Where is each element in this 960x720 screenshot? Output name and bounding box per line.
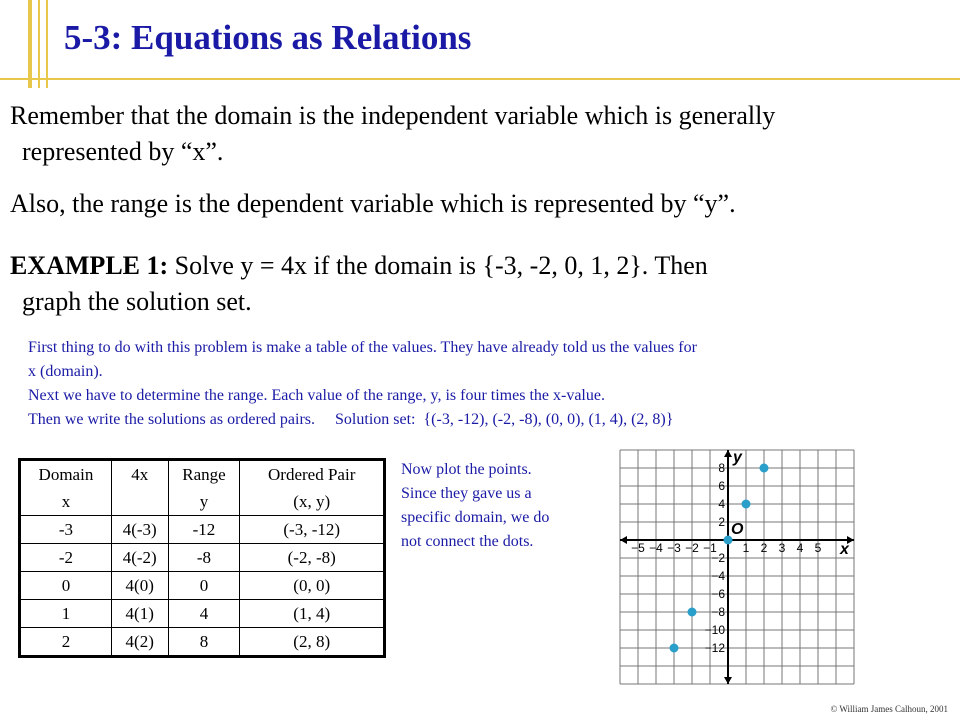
y-tick-label: −2 <box>711 551 725 565</box>
data-point <box>760 464 769 473</box>
table-cell: 8 <box>168 628 240 657</box>
table-cell: 4(-3) <box>111 516 168 544</box>
example-label: EXAMPLE 1: <box>10 251 169 280</box>
x-tick-label: −2 <box>685 541 699 555</box>
plot-note-line: Since they gave us a <box>401 485 532 502</box>
table-header-cell <box>111 488 168 516</box>
decorative-bar <box>46 0 48 88</box>
range-paragraph: Also, the range is the dependent variable which is represented by “y”. <box>10 189 736 218</box>
y-tick-label: 4 <box>718 497 725 511</box>
table-cell: -3 <box>20 516 112 544</box>
table-header-cell: (x, y) <box>240 488 385 516</box>
y-tick-label: 8 <box>718 461 725 475</box>
data-point <box>688 608 697 617</box>
y-tick-label: −8 <box>711 605 725 619</box>
plot-note-line: not connect the dots. <box>401 533 534 550</box>
copyright-text: © William James Calhoun, 2001 <box>830 704 948 714</box>
table-header-cell: y <box>168 488 240 516</box>
slide-title: 5-3: Equations as Relations <box>64 18 472 57</box>
domain-paragraph <box>10 98 775 170</box>
table-cell: 0 <box>20 572 112 600</box>
table-cell: 1 <box>20 600 112 628</box>
note-line: x (domain). <box>28 363 103 380</box>
y-tick-label: 6 <box>718 479 725 493</box>
y-tick-label: −12 <box>704 641 725 655</box>
table-header-row <box>20 488 385 516</box>
x-tick-label: 3 <box>778 541 786 555</box>
data-point <box>670 644 679 653</box>
table-cell: 2 <box>61 631 71 651</box>
table-row <box>20 600 385 628</box>
x-tick-label: −5 <box>631 541 645 555</box>
example-paragraph <box>10 248 708 320</box>
y-axis-arrow <box>724 450 732 457</box>
note-line: Then we write the solutions as ordered pairs. Solution set: {(-3, -12), (-2, -8), (0, 0), (1, 4), (2, 8)} <box>28 411 674 428</box>
table-cell: 4(0) <box>111 572 168 600</box>
table-header-cell: Domain <box>38 464 94 484</box>
x-axis-label: x <box>840 541 849 558</box>
data-point <box>742 500 751 509</box>
origin-label: O <box>731 521 744 538</box>
note-line: Next we have to determine the range. Each value of the range, y, is four times the x-value. <box>28 387 605 404</box>
x-axis-arrow <box>620 536 627 544</box>
note-line: First thing to do with this problem is make a table of the values. They have already told us the values for <box>28 339 697 356</box>
table-cell: -2 <box>20 544 112 572</box>
table-row <box>20 516 385 544</box>
x-tick-label: −3 <box>667 541 681 555</box>
table-header-row <box>20 460 385 489</box>
example-text: Solve y = 4x if the domain is {-3, -2, 0, 1, 2}. Then <box>174 251 708 280</box>
table-row <box>20 628 385 657</box>
x-tick-label: 4 <box>796 541 804 555</box>
x-tick-label: 5 <box>814 541 822 555</box>
table-cell: (2, 8) <box>240 628 385 657</box>
table-cell: 4(2) <box>111 628 168 657</box>
plot-note-line: Now plot the points. <box>401 461 532 478</box>
table-header-cell: x <box>20 488 112 516</box>
plot-note <box>401 458 601 554</box>
table-cell: 0 <box>168 572 240 600</box>
y-axis-label: y <box>733 449 742 466</box>
example-line2: graph the solution set. <box>22 287 252 316</box>
y-tick-label: −6 <box>711 587 725 601</box>
table-cell: 4(1) <box>111 600 168 628</box>
table-cell: -12 <box>168 516 240 544</box>
coordinate-graph <box>618 448 862 692</box>
table-cell: (1, 4) <box>240 600 385 628</box>
domain-paragraph-line2: represented by “x”. <box>22 137 224 166</box>
example-line1 <box>10 248 708 284</box>
table-cell: (0, 0) <box>240 572 385 600</box>
table-header-cell: Range <box>168 460 240 489</box>
table-cell: 4 <box>168 600 240 628</box>
values-table <box>18 458 386 658</box>
y-tick-label: −10 <box>704 623 725 637</box>
table-cell: (-3, -12) <box>240 516 385 544</box>
decorative-bar <box>28 0 32 88</box>
table-row <box>20 544 385 572</box>
data-point <box>724 536 733 545</box>
explanation-note <box>28 336 948 432</box>
y-axis-arrow <box>724 677 732 684</box>
domain-paragraph-line1: Remember that the domain is the independent variable which is generally <box>10 101 776 130</box>
table-cell: 4(-2) <box>111 544 168 572</box>
x-tick-label: −1 <box>703 541 717 555</box>
x-tick-label: 2 <box>760 541 768 555</box>
plot-note-line: specific domain, we do <box>401 509 550 526</box>
y-tick-label: 2 <box>718 515 725 529</box>
table-header-cell: 4x <box>111 460 168 489</box>
table-header-cell: Ordered Pair <box>240 460 385 489</box>
table-cell: (-2, -8) <box>240 544 385 572</box>
x-tick-label: 1 <box>742 541 750 555</box>
decorative-bar <box>38 0 40 88</box>
x-tick-label: −4 <box>649 541 663 555</box>
decorative-bar <box>0 78 960 80</box>
y-tick-label: −4 <box>711 569 725 583</box>
table-row <box>20 572 385 600</box>
table-cell: -8 <box>168 544 240 572</box>
